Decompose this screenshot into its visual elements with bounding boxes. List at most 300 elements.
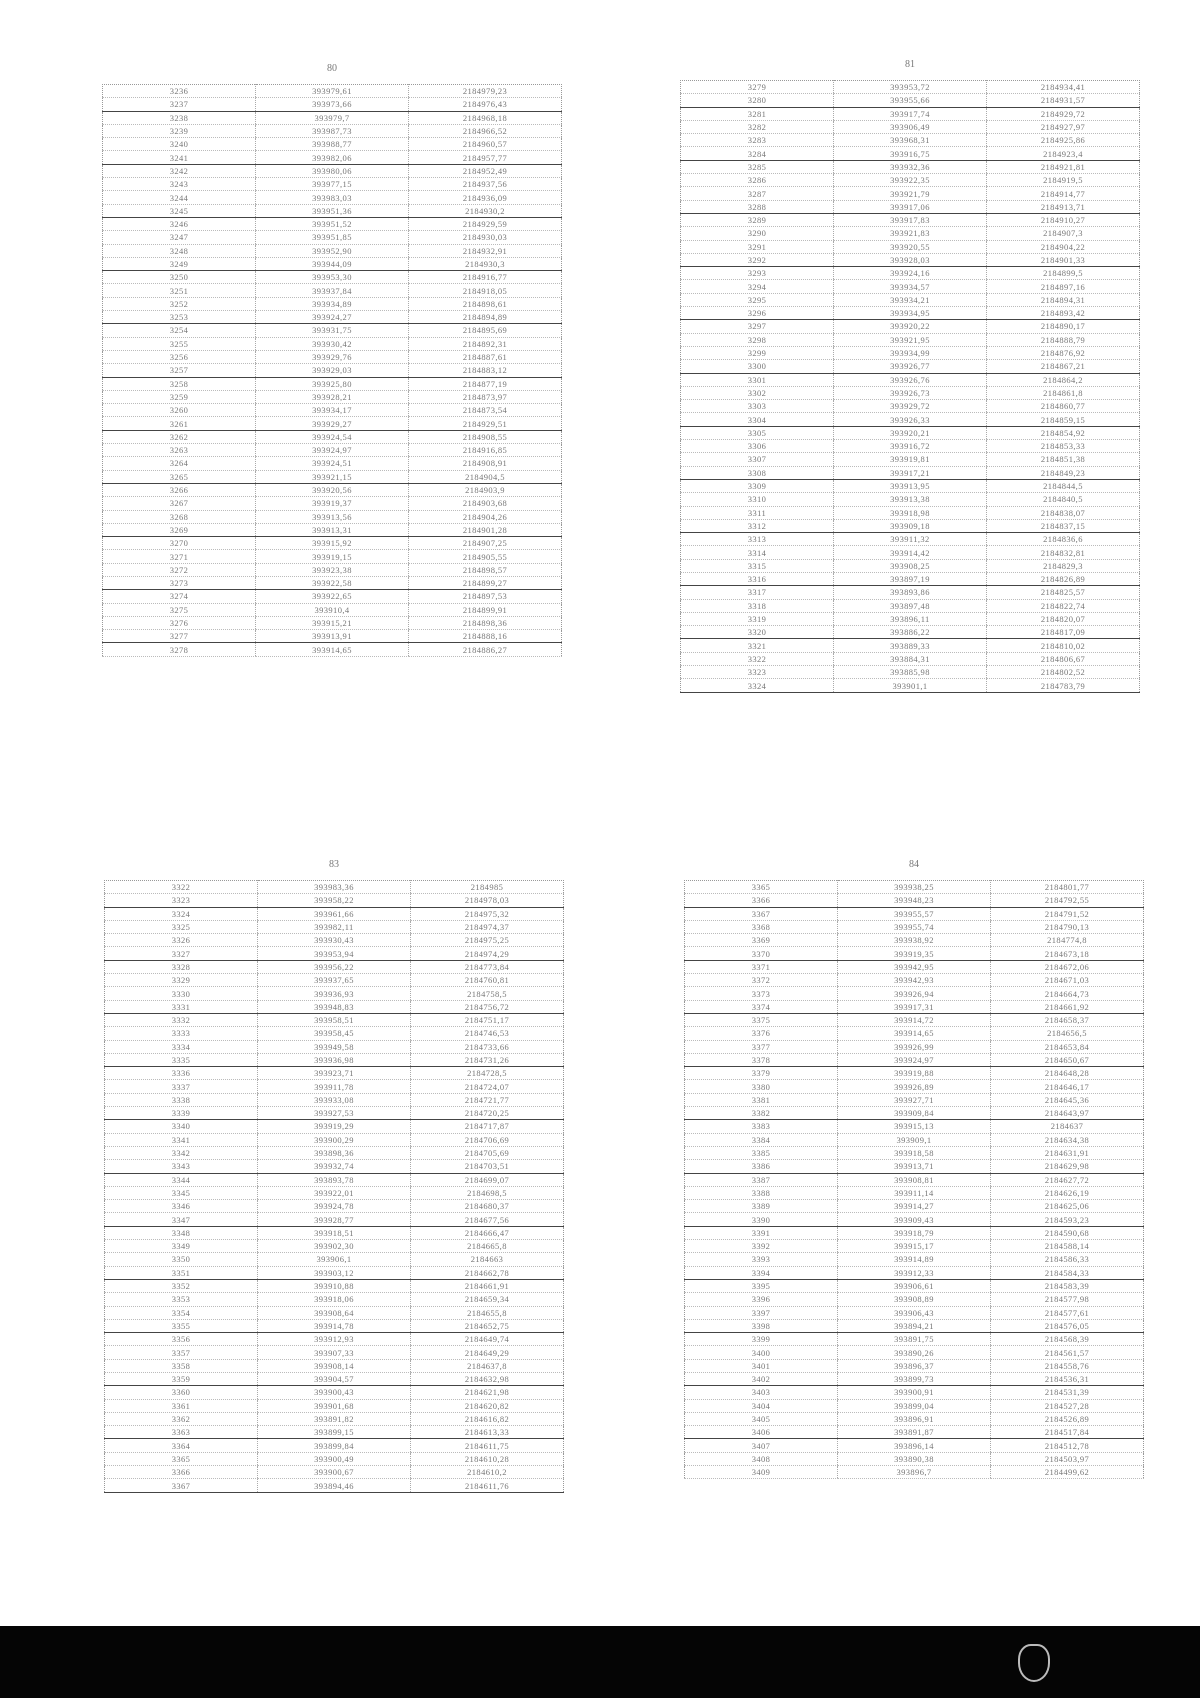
table-row [681,546,1140,559]
point-number-cell: 3314 [681,546,834,559]
point-number-cell: 3364 [105,1439,258,1452]
x-coordinate-cell: 393924,16 [834,267,987,280]
table-row [685,1186,1144,1199]
point-number-cell: 3262 [103,430,256,443]
x-coordinate-cell: 393936,93 [258,987,411,1000]
y-coordinate-cell: 2184952,49 [409,164,562,177]
x-coordinate-cell: 393884,31 [834,652,987,665]
x-coordinate-cell: 393902,30 [258,1240,411,1253]
y-coordinate-cell: 2184613,33 [411,1426,564,1439]
y-coordinate-cell: 2184665,8 [411,1240,564,1253]
y-coordinate-cell: 2184927,97 [987,120,1140,133]
point-number-cell: 3245 [103,204,256,217]
point-number-cell: 3299 [681,346,834,359]
table-row [681,293,1140,306]
y-coordinate-cell: 2184672,06 [991,960,1144,973]
y-coordinate-cell: 2184899,91 [409,603,562,616]
point-number-cell: 3251 [103,284,256,297]
table-row [685,1133,1144,1146]
y-coordinate-cell: 2184876,92 [987,346,1140,359]
table-row [681,360,1140,373]
y-coordinate-cell: 2184588,14 [991,1240,1144,1253]
table-row [685,1053,1144,1066]
point-number-cell: 3259 [103,390,256,403]
y-coordinate-cell: 2184634,38 [991,1133,1144,1146]
y-coordinate-cell: 2184705,69 [411,1146,564,1159]
y-coordinate-cell: 2184929,72 [987,107,1140,120]
y-coordinate-cell: 2184536,31 [991,1372,1144,1385]
table-row [681,652,1140,665]
y-coordinate-cell: 2184985 [411,881,564,894]
y-coordinate-cell: 2184907,3 [987,227,1140,240]
x-coordinate-cell: 393899,84 [258,1439,411,1452]
y-coordinate-cell: 2184558,76 [991,1359,1144,1372]
table-row [105,920,564,933]
y-coordinate-cell: 2184930,03 [409,231,562,244]
x-coordinate-cell: 393913,56 [256,510,409,523]
y-coordinate-cell: 2184577,98 [991,1293,1144,1306]
table-row [105,1053,564,1066]
x-coordinate-cell: 393917,21 [834,466,987,479]
x-coordinate-cell: 393958,45 [258,1027,411,1040]
table-row [103,244,562,257]
x-coordinate-cell: 393908,14 [258,1359,411,1372]
y-coordinate-cell: 2184838,07 [987,506,1140,519]
table-row [685,1120,1144,1133]
table-row [681,413,1140,426]
x-coordinate-cell: 393896,11 [834,612,987,625]
point-number-cell: 3376 [685,1027,838,1040]
y-coordinate-cell: 2184593,23 [991,1213,1144,1226]
y-coordinate-cell: 2184820,07 [987,612,1140,625]
point-number-cell: 3318 [681,599,834,612]
y-coordinate-cell: 2184760,81 [411,974,564,987]
point-number-cell: 3323 [105,894,258,907]
y-coordinate-cell: 2184774,8 [991,934,1144,947]
point-number-cell: 3273 [103,576,256,589]
table-row [685,1067,1144,1080]
point-number-cell: 3399 [685,1333,838,1346]
y-coordinate-cell: 2184910,27 [987,213,1140,226]
table-row [685,1013,1144,1026]
x-coordinate-cell: 393924,51 [256,457,409,470]
x-coordinate-cell: 393917,06 [834,200,987,213]
table-row [105,1040,564,1053]
y-coordinate-cell: 2184975,25 [411,934,564,947]
point-number-cell: 3322 [681,652,834,665]
point-number-cell: 3385 [685,1146,838,1159]
x-coordinate-cell: 393914,42 [834,546,987,559]
table-row [681,440,1140,453]
point-number-cell: 3286 [681,174,834,187]
x-coordinate-cell: 393953,72 [834,81,987,94]
y-coordinate-cell: 2184979,23 [409,85,562,98]
y-coordinate-cell: 2184611,75 [411,1439,564,1452]
point-number-cell: 3244 [103,191,256,204]
point-number-cell: 3254 [103,324,256,337]
point-number-cell: 3365 [105,1452,258,1465]
table-row [105,1120,564,1133]
x-coordinate-cell: 393924,78 [258,1200,411,1213]
table-row [103,457,562,470]
table-row [103,537,562,550]
point-number-cell: 3331 [105,1000,258,1013]
y-coordinate-cell: 2184649,29 [411,1346,564,1359]
point-number-cell: 3294 [681,280,834,293]
y-coordinate-cell: 2184773,84 [411,960,564,973]
table-row [685,1333,1144,1346]
table-row [105,1107,564,1120]
x-coordinate-cell: 393907,33 [258,1346,411,1359]
y-coordinate-cell: 2184655,8 [411,1306,564,1319]
table-row [681,506,1140,519]
x-coordinate-cell: 393987,73 [256,124,409,137]
point-number-cell: 3265 [103,470,256,483]
x-coordinate-cell: 393988,77 [256,138,409,151]
point-number-cell: 3276 [103,616,256,629]
table-row [103,111,562,124]
x-coordinate-cell: 393942,93 [838,974,991,987]
table-row [103,98,562,111]
x-coordinate-cell: 393936,98 [258,1053,411,1066]
point-number-cell: 3253 [103,311,256,324]
y-coordinate-cell: 2184914,77 [987,187,1140,200]
table-row [685,1040,1144,1053]
point-number-cell: 3339 [105,1107,258,1120]
table-row [685,1293,1144,1306]
y-coordinate-cell: 2184631,91 [991,1146,1144,1159]
point-number-cell: 3361 [105,1399,258,1412]
x-coordinate-cell: 393951,85 [256,231,409,244]
table-row [103,497,562,510]
y-coordinate-cell: 2184611,76 [411,1479,564,1492]
x-coordinate-cell: 393891,87 [838,1426,991,1439]
point-number-cell: 3271 [103,550,256,563]
y-coordinate-cell: 2184826,89 [987,572,1140,585]
x-coordinate-cell: 393890,26 [838,1346,991,1359]
point-number-cell: 3238 [103,111,256,124]
x-coordinate-cell: 393948,23 [838,894,991,907]
emblem-icon [1018,1644,1050,1682]
table-row [103,550,562,563]
table-row [105,1266,564,1279]
x-coordinate-cell: 393909,43 [838,1213,991,1226]
y-coordinate-cell: 2184646,17 [991,1080,1144,1093]
x-coordinate-cell: 393919,81 [834,453,987,466]
table-row [685,881,1144,894]
y-coordinate-cell: 2184873,54 [409,404,562,417]
table-row [105,1213,564,1226]
table-row [685,1346,1144,1359]
x-coordinate-cell: 393938,92 [838,934,991,947]
x-coordinate-cell: 393953,94 [258,947,411,960]
page-number: 84 [909,859,919,870]
table-row [685,1452,1144,1465]
table-row [105,1027,564,1040]
x-coordinate-cell: 393918,98 [834,506,987,519]
x-coordinate-cell: 393934,17 [256,404,409,417]
x-coordinate-cell: 393933,08 [258,1093,411,1106]
y-coordinate-cell: 2184724,07 [411,1080,564,1093]
x-coordinate-cell: 393926,89 [838,1080,991,1093]
x-coordinate-cell: 393903,12 [258,1266,411,1279]
y-coordinate-cell: 2184919,5 [987,174,1140,187]
table-row [685,974,1144,987]
point-number-cell: 3280 [681,94,834,107]
table-row [103,151,562,164]
point-number-cell: 3373 [685,987,838,1000]
table-row [103,483,562,496]
point-number-cell: 3335 [105,1053,258,1066]
point-number-cell: 3323 [681,666,834,679]
y-coordinate-cell: 2184802,52 [987,666,1140,679]
table-row [103,257,562,270]
table-row [685,947,1144,960]
x-coordinate-cell: 393921,95 [834,333,987,346]
x-coordinate-cell: 393979,61 [256,85,409,98]
table-row [103,217,562,230]
table-row [681,666,1140,679]
y-coordinate-cell: 2184918,05 [409,284,562,297]
x-coordinate-cell: 393919,35 [838,947,991,960]
x-coordinate-cell: 393955,74 [838,920,991,933]
x-coordinate-cell: 393919,37 [256,497,409,510]
y-coordinate-cell: 2184840,5 [987,493,1140,506]
point-number-cell: 3369 [685,934,838,947]
point-number-cell: 3349 [105,1240,258,1253]
point-number-cell: 3309 [681,479,834,492]
y-coordinate-cell: 2184499,62 [991,1466,1144,1479]
point-number-cell: 3380 [685,1080,838,1093]
y-coordinate-cell: 2184645,36 [991,1093,1144,1106]
y-coordinate-cell: 2184698,5 [411,1186,564,1199]
y-coordinate-cell: 2184921,81 [987,160,1140,173]
table-row [103,284,562,297]
point-number-cell: 3293 [681,267,834,280]
y-coordinate-cell: 2184975,32 [411,907,564,920]
table-row [105,974,564,987]
table-row [105,1080,564,1093]
table-row [103,616,562,629]
point-number-cell: 3378 [685,1053,838,1066]
x-coordinate-cell: 393934,89 [256,297,409,310]
page-number: 80 [327,63,337,74]
x-coordinate-cell: 393925,80 [256,377,409,390]
table-row [103,523,562,536]
table-row [105,1479,564,1492]
x-coordinate-cell: 393899,73 [838,1372,991,1385]
table-row [685,1093,1144,1106]
table-row [103,138,562,151]
point-number-cell: 3272 [103,563,256,576]
coordinate-table [104,880,564,1493]
point-number-cell: 3303 [681,400,834,413]
y-coordinate-cell: 2184620,82 [411,1399,564,1412]
x-coordinate-cell: 393914,78 [258,1319,411,1332]
x-coordinate-cell: 393926,76 [834,373,987,386]
x-coordinate-cell: 393955,66 [834,94,987,107]
point-number-cell: 3306 [681,440,834,453]
point-number-cell: 3257 [103,364,256,377]
x-coordinate-cell: 393910,4 [256,603,409,616]
y-coordinate-cell: 2184851,38 [987,453,1140,466]
point-number-cell: 3288 [681,200,834,213]
y-coordinate-cell: 2184756,72 [411,1000,564,1013]
y-coordinate-cell: 2184577,61 [991,1306,1144,1319]
y-coordinate-cell: 2184860,77 [987,400,1140,413]
y-coordinate-cell: 2184706,69 [411,1133,564,1146]
y-coordinate-cell: 2184790,13 [991,920,1144,933]
x-coordinate-cell: 393930,43 [258,934,411,947]
table-row [685,1412,1144,1425]
point-number-cell: 3315 [681,559,834,572]
x-coordinate-cell: 393983,03 [256,191,409,204]
table-row [103,231,562,244]
table-row [105,1000,564,1013]
table-row [681,373,1140,386]
x-coordinate-cell: 393915,21 [256,616,409,629]
y-coordinate-cell: 2184960,57 [409,138,562,151]
point-number-cell: 3366 [685,894,838,907]
table-row [685,1466,1144,1479]
table-row [681,586,1140,599]
x-coordinate-cell: 393896,14 [838,1439,991,1452]
point-number-cell: 3353 [105,1293,258,1306]
y-coordinate-cell: 2184903,9 [409,483,562,496]
table-row [681,466,1140,479]
table-row [105,1093,564,1106]
point-number-cell: 3283 [681,134,834,147]
table-row [685,894,1144,907]
y-coordinate-cell: 2184894,31 [987,293,1140,306]
coordinate-table [680,80,1140,693]
x-coordinate-cell: 393908,64 [258,1306,411,1319]
x-coordinate-cell: 393929,03 [256,364,409,377]
table-row [681,81,1140,94]
y-coordinate-cell: 2184929,51 [409,417,562,430]
point-number-cell: 3405 [685,1412,838,1425]
point-number-cell: 3400 [685,1346,838,1359]
table-row [105,1359,564,1372]
y-coordinate-cell: 2184810,02 [987,639,1140,652]
point-number-cell: 3269 [103,523,256,536]
y-coordinate-cell: 2184925,86 [987,134,1140,147]
point-number-cell: 3270 [103,537,256,550]
table-row [685,960,1144,973]
x-coordinate-cell: 393926,73 [834,386,987,399]
point-number-cell: 3372 [685,974,838,987]
table-row [685,1173,1144,1186]
x-coordinate-cell: 393891,75 [838,1333,991,1346]
y-coordinate-cell: 2184621,98 [411,1386,564,1399]
x-coordinate-cell: 393911,32 [834,533,987,546]
y-coordinate-cell: 2184930,3 [409,257,562,270]
table-row [685,920,1144,933]
footer-bar [0,1626,1200,1698]
point-number-cell: 3324 [681,679,834,692]
table-row [681,572,1140,585]
table-row [105,960,564,973]
x-coordinate-cell: 393911,14 [838,1186,991,1199]
x-coordinate-cell: 393968,31 [834,134,987,147]
point-number-cell: 3279 [681,81,834,94]
table-row [681,479,1140,492]
table-row [681,599,1140,612]
x-coordinate-cell: 393894,21 [838,1319,991,1332]
x-coordinate-cell: 393898,36 [258,1146,411,1159]
table-row [105,987,564,1000]
y-coordinate-cell: 2184699,07 [411,1173,564,1186]
table-row [105,1133,564,1146]
y-coordinate-cell: 2184733,66 [411,1040,564,1053]
table-row [681,639,1140,652]
table-row [103,510,562,523]
table-row [681,679,1140,692]
y-coordinate-cell: 2184978,03 [411,894,564,907]
x-coordinate-cell: 393897,48 [834,599,987,612]
y-coordinate-cell: 2184974,29 [411,947,564,960]
table-row [681,426,1140,439]
x-coordinate-cell: 393932,36 [834,160,987,173]
y-coordinate-cell: 2184721,77 [411,1093,564,1106]
point-number-cell: 3241 [103,151,256,164]
point-number-cell: 3297 [681,320,834,333]
coordinate-panel-bottom-left [104,858,564,1493]
point-number-cell: 3398 [685,1319,838,1332]
y-coordinate-cell: 2184637 [991,1120,1144,1133]
y-coordinate-cell: 2184531,39 [991,1386,1144,1399]
point-number-cell: 3348 [105,1226,258,1239]
point-number-cell: 3239 [103,124,256,137]
y-coordinate-cell: 2184861,8 [987,386,1140,399]
point-number-cell: 3356 [105,1333,258,1346]
y-coordinate-cell: 2184663 [411,1253,564,1266]
table-row [681,626,1140,639]
y-coordinate-cell: 2184629,98 [991,1160,1144,1173]
point-number-cell: 3236 [103,85,256,98]
point-number-cell: 3258 [103,377,256,390]
x-coordinate-cell: 393922,35 [834,174,987,187]
x-coordinate-cell: 393953,30 [256,271,409,284]
y-coordinate-cell: 2184632,98 [411,1372,564,1385]
x-coordinate-cell: 393926,94 [838,987,991,1000]
table-row [105,1146,564,1159]
x-coordinate-cell: 393973,66 [256,98,409,111]
table-row [105,1452,564,1465]
y-coordinate-cell: 2184934,41 [987,81,1140,94]
y-coordinate-cell: 2184888,79 [987,333,1140,346]
x-coordinate-cell: 393906,1 [258,1253,411,1266]
y-coordinate-cell: 2184717,87 [411,1120,564,1133]
x-coordinate-cell: 393915,17 [838,1240,991,1253]
x-coordinate-cell: 393928,77 [258,1213,411,1226]
x-coordinate-cell: 393926,99 [838,1040,991,1053]
x-coordinate-cell: 393937,65 [258,974,411,987]
y-coordinate-cell: 2184837,15 [987,519,1140,532]
table-row [685,1306,1144,1319]
y-coordinate-cell: 2184908,55 [409,430,562,443]
y-coordinate-cell: 2184503,97 [991,1452,1144,1465]
x-coordinate-cell: 393913,95 [834,479,987,492]
table-row [103,590,562,603]
y-coordinate-cell: 2184916,77 [409,271,562,284]
point-number-cell: 3302 [681,386,834,399]
y-coordinate-cell: 2184854,92 [987,426,1140,439]
x-coordinate-cell: 393885,98 [834,666,987,679]
x-coordinate-cell: 393930,42 [256,337,409,350]
table-row [105,1279,564,1292]
x-coordinate-cell: 393921,79 [834,187,987,200]
